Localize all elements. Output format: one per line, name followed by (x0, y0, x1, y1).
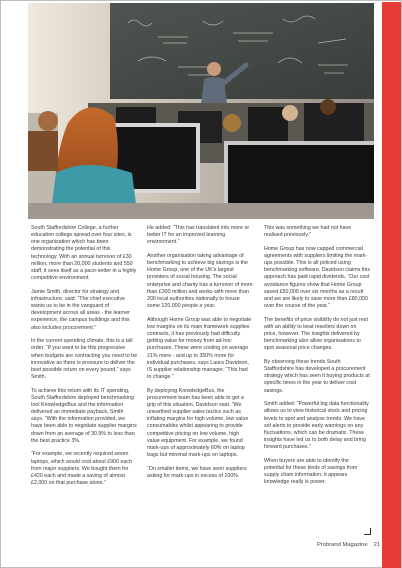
paragraph: He added: “This has translated into more or better IT for an improved learning environment.” (147, 225, 250, 246)
magazine-name: Probrand Magazine (317, 542, 368, 548)
paragraph: Another organisation taking advantage of benchmarking to achieve big savings is the Home Group, one of the UK's largest providers of social housing. The social enterprise and charity has a turnover of more than £300 million and works with more than 200 local authorities nationally to house some 120,000 people a year. (147, 252, 253, 310)
paragraph: Smith added: “Powerful big data functionality allows us to view historical stock and pricing levels to spot and analyse trends. We have set alerts to provide early warnings on any fluctuations, which can be dramatic. These insights have led us to both delay and bring forward purchases.” (264, 401, 369, 451)
paragraph: “For example, we recently required seven laptops, which would cost about £900 each from major suppliers. We bought them for £420 each and made a saving of almost £2,000 on that purchase alone.” (31, 451, 133, 486)
article-column-2 (147, 225, 253, 487)
accent-bar (382, 2, 401, 568)
end-of-article-mark (364, 528, 371, 535)
page-footer (317, 540, 379, 550)
paragraph: When buyers are able to identify the potential for these kinds of savings from supply chain information, it appears knowledge really is power. (264, 457, 358, 486)
paragraph: To achieve this return with its IT spending, South Staffordshire deployed benchmarking tool KnowledgeBus and the information delivered an immediate payback, Smith says. “With the information provided, we have been able to negotiate supplier margins down from an average of 30.9% to less than the best practice 3%. (31, 387, 137, 444)
paragraph: Although Home Group was able to negotiate low margins on its main framework supplies contracts, it has previously had difficulty getting value for money from ad-hoc purchases. These were costing on average 21% more - and up to 350% more for individual purchases, says Laura Davidson, IS supplier relationship manager. “This had to change.” (147, 316, 252, 380)
paragraph: The benefits of price visibility do not just rest with an ability to beat resellers down on price, however. The insights delivered by benchmarking also allow organisations to spot seasonal price changes. (264, 316, 368, 352)
paragraph: Home Group has now capped commercial agreements with suppliers limiting the mark-ups possible. This is all policed using benchmarking software. Davidson claims this approach has paid rapid dividends. “Our cost avoidance figures show that Home Group saved £50,000 over six months as a result and we are likely to save more than £80,000 over the course of the year.” (264, 245, 370, 310)
paragraph: “On smaller items, we have seen suppliers asking for mark-ups in excess of 100%. (147, 465, 247, 479)
classroom-photo-graphic (28, 3, 374, 219)
paragraph: In the current spending climate, this is a tall order. “If you want to be this progressive when budgets are contracting you need to be innovative as there is pressure to deliver the best possible return on every pound,” says Smith. (31, 338, 138, 380)
paragraph: South Staffordshire College, a further education college spread over four sites, is one organisation which has been demonstrating the potential of this technology. With an annual turnover of £30 million, more than 20,000 students and 550 staff, it sees itself as a pace-setter in a highly competitive environment. (31, 225, 137, 282)
classroom-photo (28, 3, 374, 219)
paragraph: By deploying KnowledgeBus, the procurement team has been able to get a grip of this situation, Davidson said. “We unearthed supplier sales tactics such as inflating margins for high volume, low value consumables whilst appearing to provide competitive pricing on low volume, high value equipment. For example, we found mark-ups of approximately 60% on laptop bags but minimal mark-ups on laptops. (147, 387, 249, 459)
article-column-1 (31, 225, 137, 494)
page-number: 21 (373, 542, 381, 548)
paragraph: Jamie Smith, director for strategy and infrastructure, said: “The chief executive wants us to be in the vanguard of development across all areas - the learner experience, the campus buildings and this also includes procurement.” (31, 288, 130, 331)
paragraph: This was something we had not have realised previously.” (264, 225, 352, 239)
paragraph: By observing these trends South Staffordshire has developed a procurement strategy which has seen it buying products at specific times in the year to deliver cost savings. (264, 359, 370, 394)
article-column-3 (264, 225, 370, 493)
article-body (31, 225, 369, 537)
